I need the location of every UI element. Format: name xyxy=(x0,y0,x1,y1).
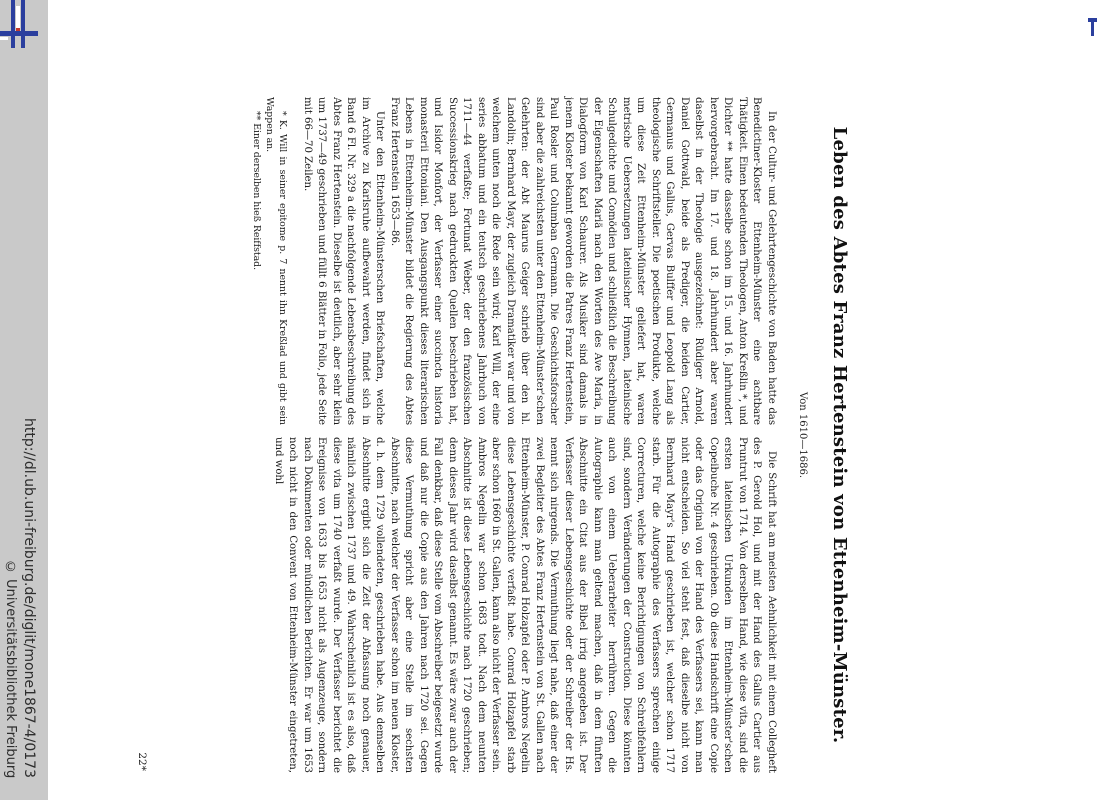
footnotes xyxy=(251,97,290,425)
text-column-left xyxy=(251,97,779,425)
page-title: Leben des Abtes Franz Hertenstein von Ettenheim-Münster. xyxy=(829,126,850,744)
viewer-corner-icon xyxy=(1085,14,1097,38)
paragraph: In der Cultur- und Gelehrtengeschichte von Baden hatte das Benedictiner-Kloster Ettenheim-Münster eine achtbare Thätigkeit. Einen bedeutenden Theologen, Anton Kreßlin *, und Dichter ** hatte dasselbe schon im 15. und 16. Jahrhundert hervorgebracht. Im 17. und 18. Jahrhundert aber waren daselbst in der Theologie ausgezeichnet: Rüdiger Arnold, Daniel Gottwald, beide als Prediger, die beiden Cartier, Germanus und Gallus, Gervas Bulffer und Leopold Lang als theologische Schriftsteller. Die poetischen Produkte, welche um diese Zeit Ettenheim-Münster geliefert hat, waren metrische Uebersetzungen lateinischer Hymnen, lateinische Schulgedichte und Comödien und schließlich die Beschreibung der Eigenschaften Mariä nach den Worten des Ave Maria, in Dialogform von Karl Schaurer. Als Musiker sind damals in jenem Kloster bekannt geworden die Patres Franz Hertenstein, Paul Rosler und Columban Germann. Die Geschichtsforscher sind aber die zahlreichsten unter den Ettenheim-Münster'schen Gelehrten: der Abt Maurus Geiger schrieb über den hl. Landolin; Bernhard Mayr, der zugleich Dramatiker war und von welchem unten noch die Rede sein wird; Karl Will, der eine series abbatum und ein teutsch geschriebenes Jahrbuch von 1711—44 verfaßte; Fortunat Weber, der den französischen Successionskrieg nach gedruckten Quellen beschrieben hat, und Isidor Monfort, der Verfasser einer succincta historia monasterii Ettoniani. Den Ausgangspunkt dieses literarischen Lebens in Ettenheim-Münster bildet die Regierung des Abtes Franz Hertenstein 1653—86. xyxy=(389,97,777,425)
text-column-right xyxy=(271,437,779,773)
page-number: 22* xyxy=(136,752,148,771)
scanned-page xyxy=(125,85,870,785)
watermark-url: http://dl.ub.uni-freiburg.de/diglit/mone1867-4/0173 xyxy=(21,418,37,778)
viewer-side-strip xyxy=(0,0,48,800)
paragraph: Unter den Ettenheim-Münsterschen Briefschaften, welche im Archive zu Karlsruhe aufbewahrt werden, findet sich in Band 6 Fl. Nr. 329 a die nachfolgende Lebensbeschreibung des Abtes Franz Hertenstein. Dieselbe ist deutlich, aber sehr klein um 1737—49 geschrieben und füllt 6 Blätter in Folio, jede Seite mit 66—70 Zeilen. xyxy=(302,97,386,425)
footnote: ** Einer derselben hieß Reiffstad. xyxy=(251,111,263,271)
watermark-copyright: © Universitätsbibliothek Freiburg xyxy=(3,560,18,779)
paragraph: Die Schrift hat am meisten Aehnlichkeit mit einem Collegheft des P. Gerold Hol, und mit der Hand des Gallus Cartier aus Pruntrut von 1714. Von derselben Hand, wie diese vita, sind die ersten lateinischen Urkunden im Ettenheim-Münster'schen Copeibuche Nr. 4 geschrieben. Ob diese Handschrift eine Copie oder das Original von der Hand des Verfassers sei, kann man nicht entscheiden. So viel steht fest, daß dieselbe nicht von Bernhard Mayr's Hand geschrieben ist, welcher schon 1717 starb. Für die Autographie des Verfassers sprechen einige Correcturen, welche keine Berichtigungen von Schreibfehlern sind, sondern Veränderungen der Construction. Diese könnten auch von einem Ueberarbeiter herrühren. Gegen die Autographie kann man geltend machen, daß in dem fünften Abschnitte ein Citat aus der Bibel irrig angegeben ist. Der Verfasser dieser Lebensgeschichte oder der Schreiber der Hs. nennt sich nirgends. Die Vermuthung liegt nahe, daß einer der zwei Begleiter des Abtes Franz Hertenstein von St. Gallen nach Ettenheim-Münster, P. Conrad Holzapfel oder P. Ambros Negelin diese Lebensgeschichte verfaßt habe. Conrad Holzapfel starb aber schon 1660 in St. Gallen, kann also nicht der Verfasser sein. Ambros Negelin war schon 1683 todt. Nach dem neunten Abschnitte ist diese Lebensgeschichte nach 1720 geschrieben; denn dieses Jahr wird daselbst genannt. Es wäre zwar auch der Fall denkbar, daß diese Stelle vom Abschreiber beigesetzt wurde und daß nur die Copie aus den Jahren nach 1720 sei. Gegen diese Vermuthung spricht aber eine Stelle im sechsten Abschnitte, nach welcher der Verfasser schon im neuen Kloster, d. h. dem 1729 vollendeten, geschrieben habe. Aus demselben Abschnitte ergibt sich die Zeit der Abfassung noch genauer, nämlich zwischen 1737 und 49. Wahrscheinlich ist es also, daß diese vita um 1740 verfaßt wurde. Der Verfasser berichtet die Ereignisse von 1633 bis 1653 nicht als Augenzeuge, sondern nach Dokumenten oder mündlichen Berichten. Er war um 1653 noch nicht in den Convent von Ettenheim-Münster eingetreten, und wohl xyxy=(273,437,777,773)
page-subtitle: Von 1610—1686. xyxy=(797,391,808,479)
footnote: * K. Will in seiner epitome p. 7 nennt ihn Kreßlad und gibt sein Wappen an. xyxy=(264,97,289,425)
ub-freiburg-logo xyxy=(0,0,44,48)
